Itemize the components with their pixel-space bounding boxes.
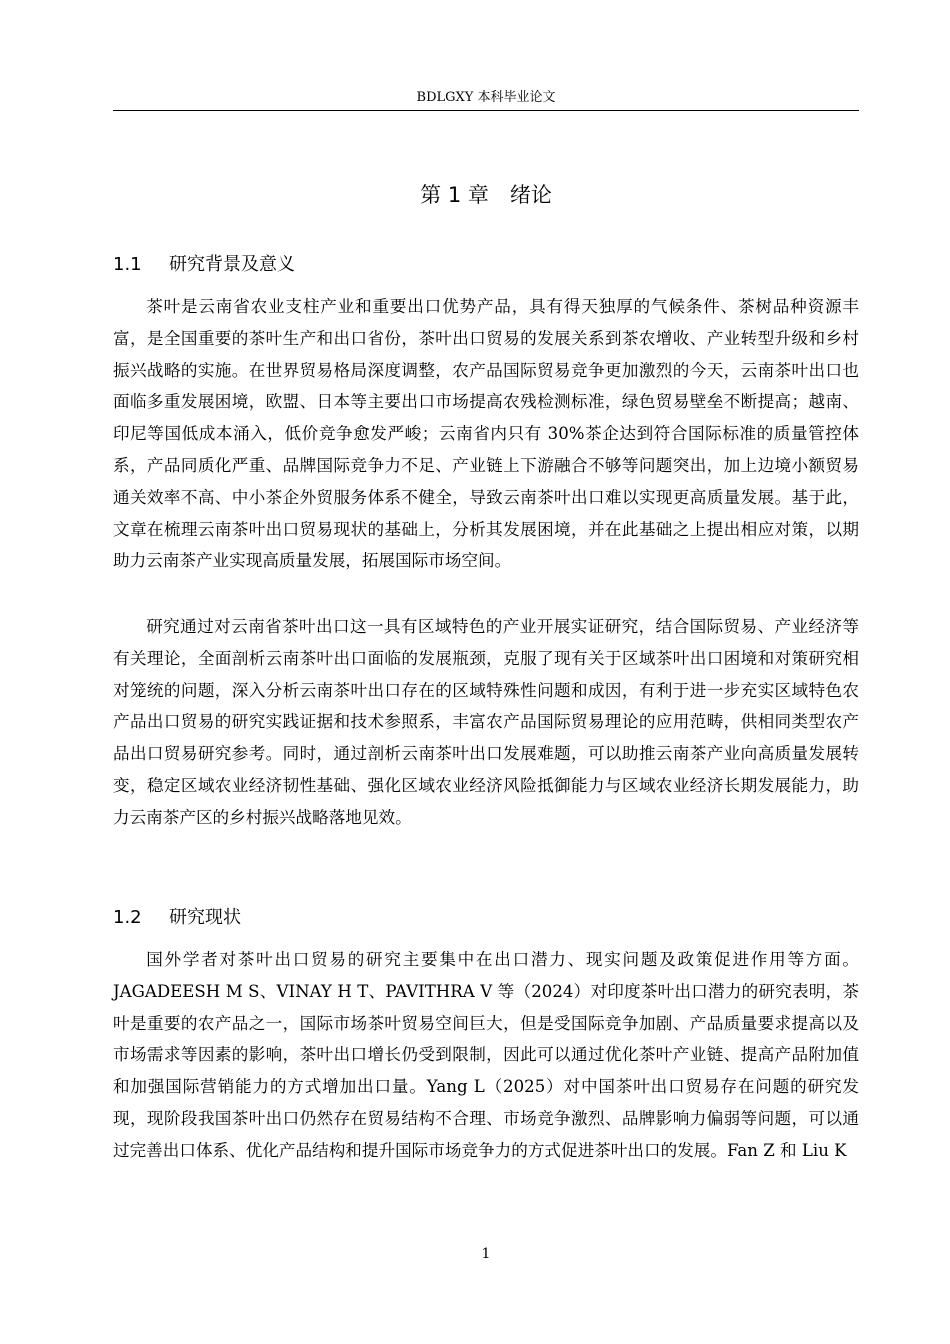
page-number: 1 bbox=[481, 1246, 491, 1262]
section-title: 研究背景及意义 bbox=[169, 254, 295, 275]
section-number: 1.2 bbox=[113, 907, 142, 928]
chapter-title: 第 1 章 绪论 bbox=[420, 183, 552, 207]
paragraph-research-status: 国外学者对茶叶出口贸易的研究主要集中在出口潜力、现实问题及政策促进作用等方面。JAGADEESH M S、VINAY H T、PAVITHRA V 等（2024）对印度茶叶出口潜力的研究表明，茶叶是重要的农产品之一，国际市场茶叶贸易空间巨大，但是受国际竞争加剧、产品质量要求提高以及市场需求等因素的影响，茶叶出口增长仍受到限制，因此可以通过优化茶叶产业链、提高产品附加值和加强国际营销能力的方式增加出口量。Yang L（2025）对中国茶叶出口贸易存在问题的研究发现，现阶段我国茶叶出口仍然存在贸易结构不合理、市场竞争激烈、品牌影响力偏弱等问题，可以通过完善出口体系、优化产品结构和提升国际市场竞争力的方式促进茶叶出口的发展。Fan Z 和 Liu K bbox=[113, 950, 859, 1160]
paragraph-background: 茶叶是云南省农业支柱产业和重要出口优势产品，具有得天独厚的气候条件、茶树品种资源丰富，是全国重要的茶叶生产和出口省份，茶叶出口贸易的发展关系到茶农增收、产业转型升级和乡村振兴战略的实施。在世界贸易格局深度调整，农产品国际贸易竞争更加激烈的今天，云南茶叶出口也面临多重发展困境，欧盟、日本等主要出口市场提高农残检测标准，绿色贸易壁垒不断提高；越南、印尼等国低成本涌入，低价竞争愈发严峻；云南省内只有 30%茶企达到符合国际标准的质量管控体系，产品同质化严重、品牌国际竞争力不足、产业链上下游融合不够等问题突出，加上边境小额贸易通关效率不高、中小茶企外贸服务体系不健全，导致云南茶叶出口难以实现更高质量发展。基于此，文章在梳理云南茶叶出口贸易现状的基础上，分析其发展困境，并在此基础之上提出相应对策，以期助力云南茶产业实现高质量发展，拓展国际市场空间。 bbox=[113, 297, 859, 571]
header-rule bbox=[113, 110, 859, 111]
section-heading-1-1 bbox=[113, 251, 859, 279]
section-title: 研究现状 bbox=[169, 907, 241, 928]
paragraph-significance: 研究通过对云南省茶叶出口这一具有区域特色的产业开展实证研究，结合国际贸易、产业经济等有关理论，全面剖析云南茶叶出口面临的发展瓶颈，克服了现有关于区域茶叶出口困境和对策研究相对笼统的问题，深入分析云南茶叶出口存在的区域特殊性问题和成因，有利于进一步充实区域特色农产品出口贸易的研究实践证据和技术参照系，丰富农产品国际贸易理论的应用范畴，供相同类型农产品出口贸易研究参考。同时，通过剖析云南茶叶出口发展难题，可以助推云南茶产业向高质量发展转变，稳定区域农业经济韧性基础、强化区域农业经济风险抵御能力与区域农业经济长期发展能力，助力云南茶产区的乡村振兴战略落地见效。 bbox=[113, 617, 859, 827]
section-number: 1.1 bbox=[113, 254, 142, 275]
section-heading-1-2 bbox=[113, 904, 859, 932]
running-header: BDLGXY 本科毕业论文 bbox=[416, 90, 556, 105]
